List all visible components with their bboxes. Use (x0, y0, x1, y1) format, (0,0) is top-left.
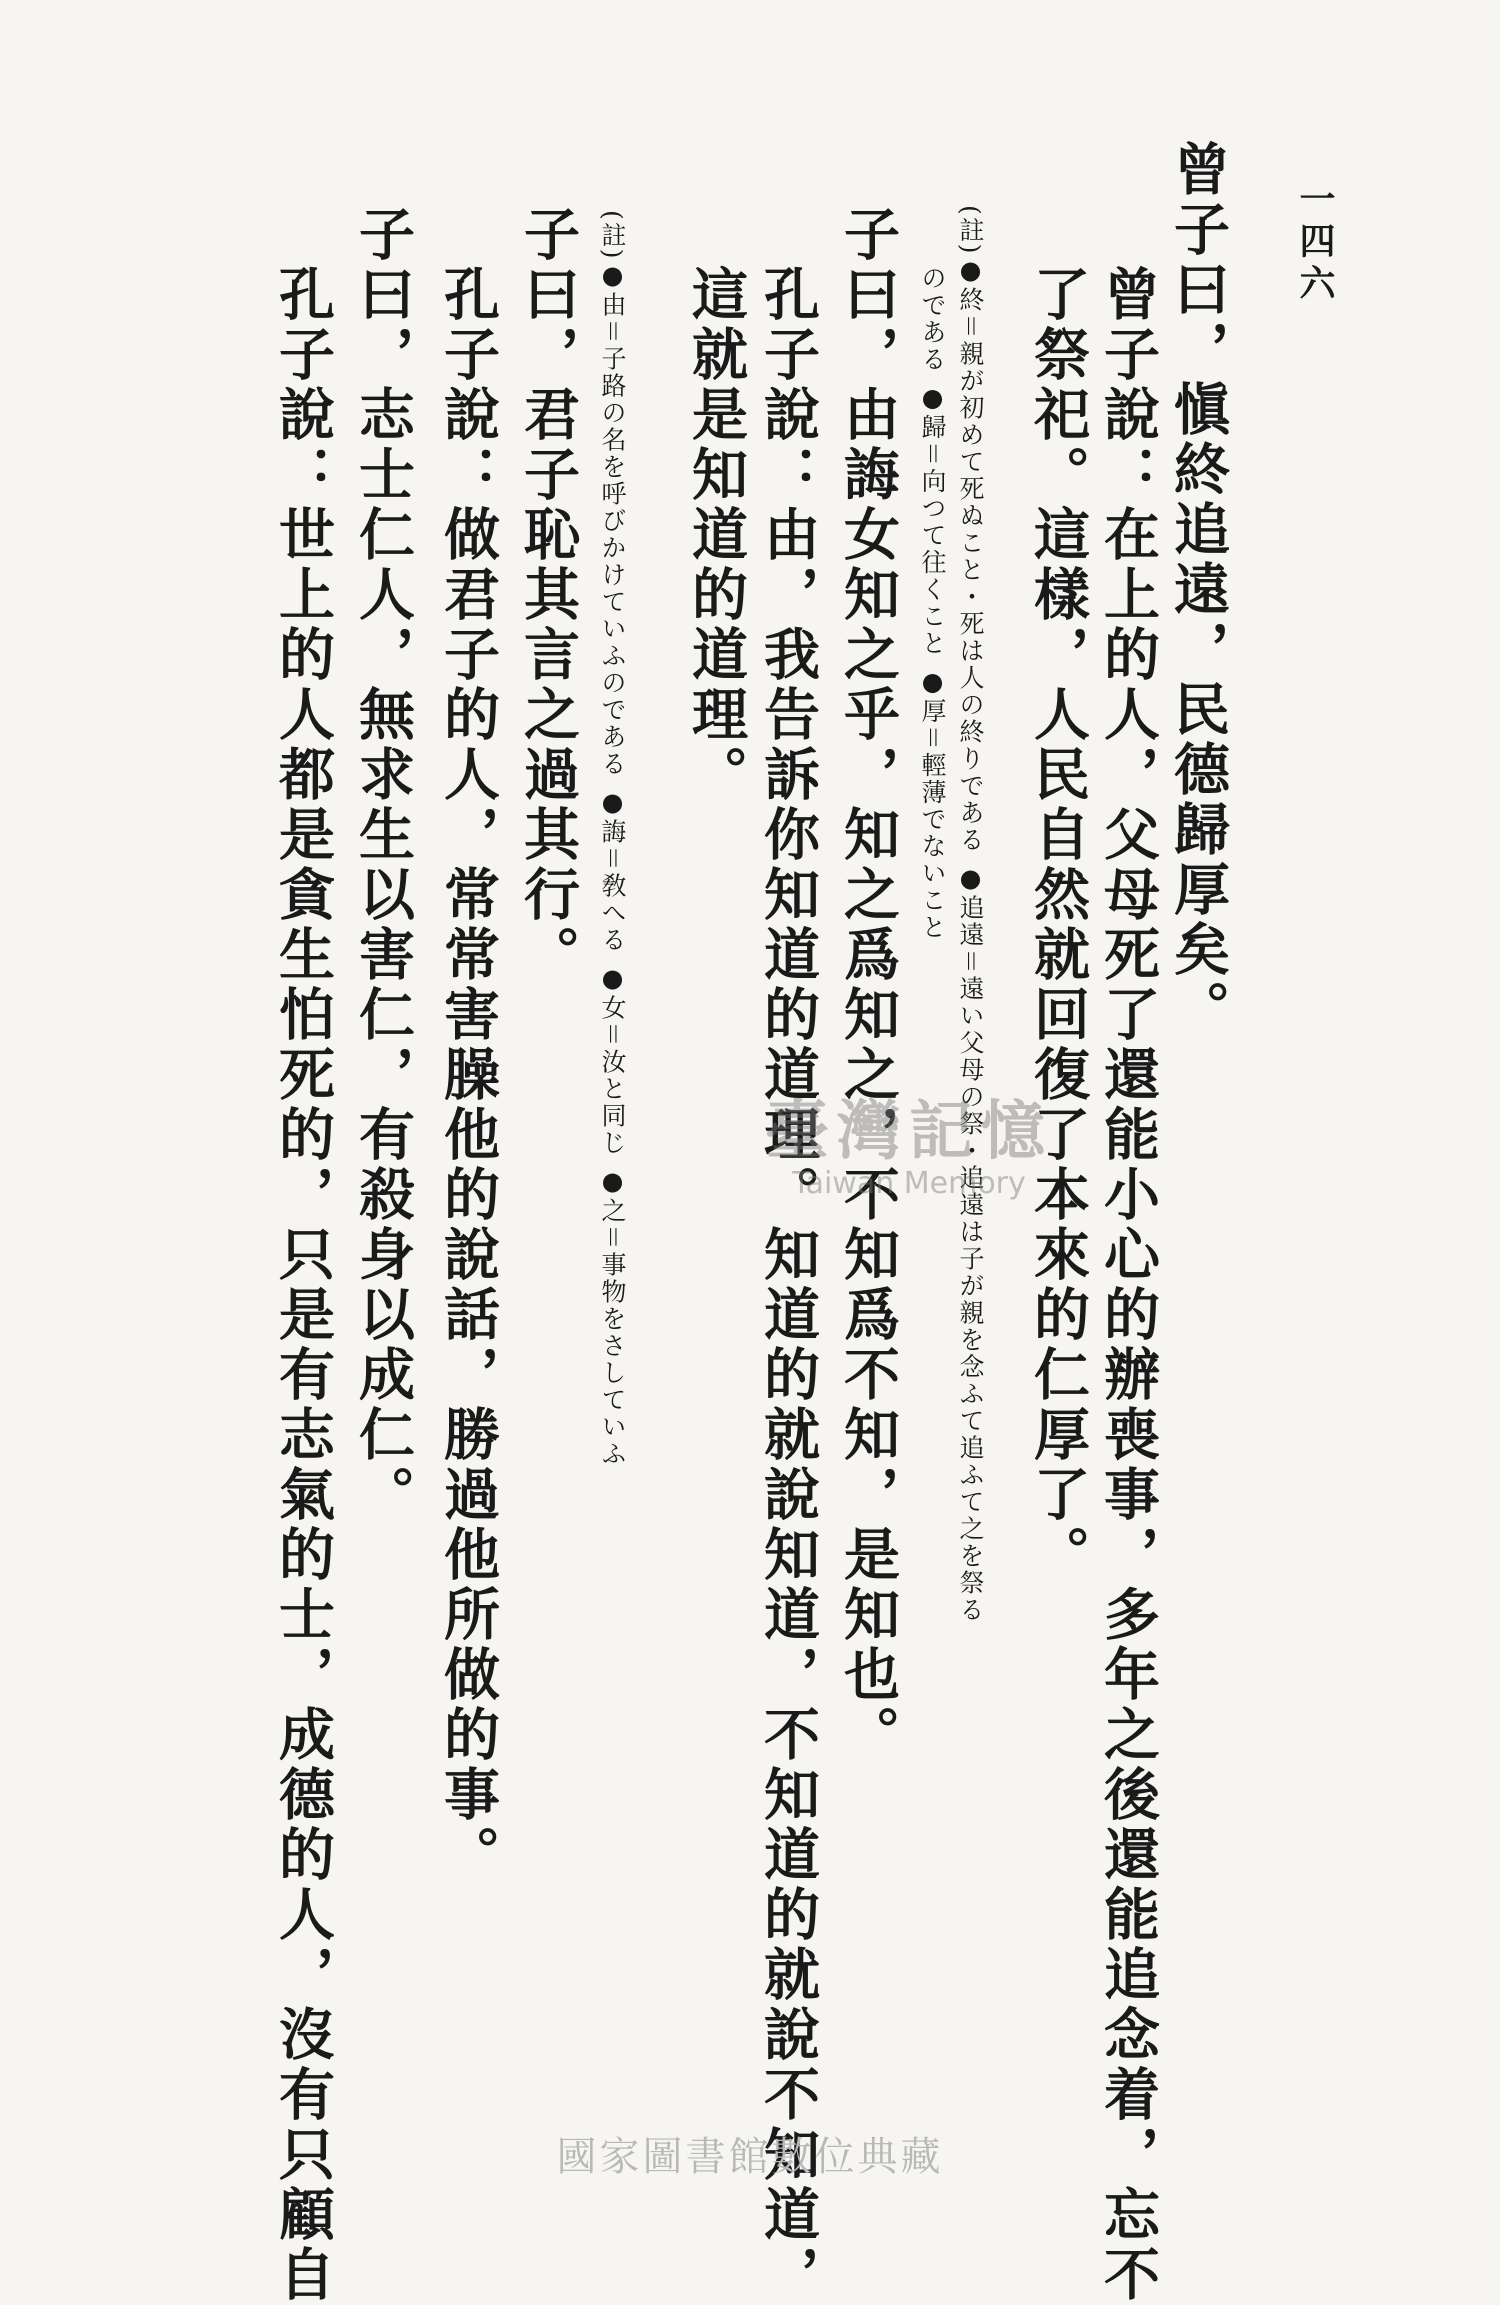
text-column-1: 曾子曰，愼終追遠，民德歸厚矣。 (1165, 140, 1231, 1040)
watermark-logo: 臺灣記憶 Taiwan Memory (765, 1095, 1053, 1201)
page-number: 一四六 (1294, 180, 1336, 306)
text-column-7: 子曰，君子恥其言之過其行。 (515, 205, 581, 985)
note-column-3: (註)●由＝子路の名を呼びかけていふのである ●誨＝敎へる ●女＝汝と同じ ●之＝事物をさしていふ (598, 210, 627, 1468)
text-column-4: 子曰，由誨女知之乎，知之爲知之，不知爲不知，是知也。 (835, 205, 901, 1765)
text-column-8: 孔子說：做君子的人，常常害臊他的說話，勝過他所做的事。 (435, 265, 501, 1885)
text-column-2: 曾子說：在上的人，父母死了還能小心的辦喪事，多年之後還能追念着，忘不 (1095, 265, 1161, 2305)
note-column-2: のである ●歸＝向つて往くこと ●厚＝輕薄でないこと (918, 265, 947, 941)
text-column-6: 這就是知道的道理。 (683, 265, 749, 805)
text-column-5: 孔子說：由，我告訴你知道的道理。知道的就說知道，不知道的就說不知道， (755, 265, 821, 2305)
footer-credit: 國家圖書館數位典藏 (556, 2134, 944, 2180)
note-column-1: (註)●終＝親が初めて死ぬこと・死は人の終りである ●追遠＝遠い父母の祭・追遠は子が親を念ふて追ふて之を祭る (956, 205, 985, 1624)
text-column-10: 孔子說：世上的人都是貪生怕死的，只是有志氣的士，成德的人，沒有只顧自 (270, 265, 336, 2305)
text-column-9: 子曰，志士仁人，無求生以害仁，有殺身以成仁。 (350, 205, 416, 1525)
text-column-3: 了祭祀。這樣，人民自然就回復了本來的仁厚了。 (1025, 265, 1091, 1585)
